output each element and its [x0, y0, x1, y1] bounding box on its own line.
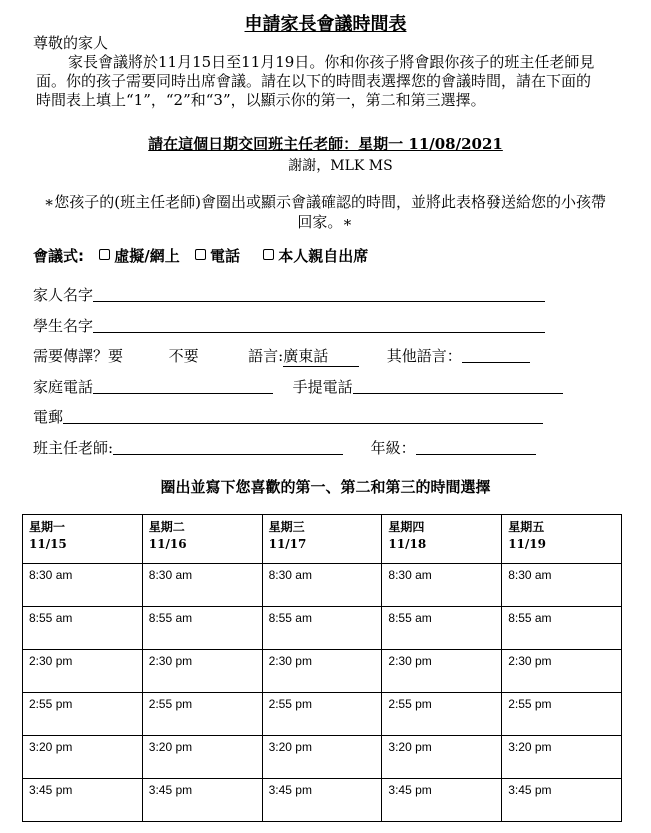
- day-date: 11/19: [508, 537, 546, 551]
- time-slot[interactable]: 3:45 pm: [142, 779, 262, 822]
- greeting: 尊敬的家人: [33, 34, 109, 52]
- table-title: 圈出並寫下您喜歡的第一、第二和第三的時間選擇: [160, 478, 491, 496]
- in-person-checkbox[interactable]: [263, 249, 274, 260]
- time-slot[interactable]: 3:45 pm: [502, 779, 622, 822]
- email-field[interactable]: [63, 409, 543, 424]
- time-slot[interactable]: 8:55 am: [382, 607, 502, 650]
- parent-name-field[interactable]: [93, 287, 545, 302]
- time-slot[interactable]: 2:55 pm: [382, 693, 502, 736]
- page-title: 申請家長會議時間表: [244, 14, 407, 35]
- time-slot[interactable]: 3:45 pm: [382, 779, 502, 822]
- phone-row: [33, 376, 563, 397]
- table-row: [23, 693, 622, 736]
- day-date: 11/18: [388, 537, 427, 551]
- day-header: [23, 515, 143, 564]
- student-name-label: 學生名字: [33, 317, 94, 335]
- teacher-row: [33, 437, 536, 458]
- meeting-format-label: 會議式:: [33, 247, 84, 265]
- day-header: [142, 515, 262, 564]
- intro-paragraph: 家長會議將於11月15日至11月19日。你和你孩子將會跟你孩子的班主任老師見面。你的孩子需要同時出席會議。請在以下的時間表選擇您的會議時間，請在下面的時間表上填上“1”，“2”和“3”，以顯示你的第一，第二和第三選擇。: [36, 53, 595, 109]
- day-name: 星期二: [148, 520, 185, 534]
- time-slot[interactable]: 8:30 am: [262, 564, 382, 607]
- parent-name-row: [33, 284, 545, 305]
- email-label: 電郵: [33, 408, 64, 426]
- table-row: [23, 607, 622, 650]
- time-slot[interactable]: 8:55 am: [262, 607, 382, 650]
- virtual-checkbox[interactable]: [99, 249, 110, 260]
- phone-option-label: 電話: [209, 247, 240, 265]
- schedule-header-row: [23, 515, 622, 564]
- time-slot[interactable]: 2:55 pm: [262, 693, 382, 736]
- other-language-field[interactable]: [462, 348, 530, 363]
- translation-no-label[interactable]: 不要: [168, 347, 199, 365]
- time-slot[interactable]: 8:55 am: [142, 607, 262, 650]
- day-date: 11/17: [268, 537, 307, 551]
- day-name: 星期一: [29, 520, 66, 534]
- day-header: [262, 515, 382, 564]
- time-slot[interactable]: 3:20 pm: [23, 736, 143, 779]
- table-row: [23, 650, 622, 693]
- meeting-format-row: [33, 245, 368, 266]
- thanks-line: 謝謝，MLK MS: [288, 158, 393, 174]
- time-slot[interactable]: 2:55 pm: [142, 693, 262, 736]
- day-header: [382, 515, 502, 564]
- day-name: 星期三: [268, 520, 305, 534]
- time-slot[interactable]: 3:20 pm: [262, 736, 382, 779]
- language-field[interactable]: [283, 345, 359, 367]
- language-value: 廣東話: [283, 347, 329, 365]
- student-name-row: [33, 315, 545, 336]
- time-slot[interactable]: 8:55 am: [23, 607, 143, 650]
- confirmation-notice: ∗您孩子的(班主任老師)會圈出或顯示會議確認的時間，並將此表格發送給您的小孩帶回家。∗: [44, 193, 606, 231]
- time-slot[interactable]: 2:30 pm: [382, 650, 502, 693]
- translation-yes-label[interactable]: 需要傳譯？要: [33, 347, 124, 365]
- time-slot[interactable]: 3:20 pm: [142, 736, 262, 779]
- parent-name-label: 家人名字: [33, 286, 94, 304]
- virtual-option-label: 虛擬/網上: [114, 247, 180, 265]
- home-phone-label: 家庭電話: [33, 378, 94, 396]
- schedule-table: [22, 514, 622, 822]
- day-date: 11/16: [148, 537, 187, 551]
- day-name: 星期四: [388, 520, 425, 534]
- translation-row: [33, 345, 530, 367]
- time-slot[interactable]: 8:30 am: [142, 564, 262, 607]
- student-name-field[interactable]: [93, 318, 545, 333]
- table-row: [23, 736, 622, 779]
- time-slot[interactable]: 2:30 pm: [502, 650, 622, 693]
- time-slot[interactable]: 2:55 pm: [23, 693, 143, 736]
- time-slot[interactable]: 8:30 am: [382, 564, 502, 607]
- time-slot[interactable]: 3:45 pm: [262, 779, 382, 822]
- day-header: [502, 515, 622, 564]
- day-date: 11/15: [29, 537, 67, 551]
- time-slot[interactable]: 8:30 am: [23, 564, 143, 607]
- language-label: 語言:: [248, 347, 284, 365]
- return-deadline: 請在這個日期交回班主任老師：星期一 11/08/2021: [148, 135, 503, 153]
- teacher-field[interactable]: [113, 440, 343, 455]
- phone-checkbox[interactable]: [195, 249, 206, 260]
- grade-field[interactable]: [416, 440, 536, 455]
- in-person-option-label: 本人親自出席: [278, 247, 369, 265]
- time-slot[interactable]: 2:30 pm: [23, 650, 143, 693]
- table-row: [23, 564, 622, 607]
- time-slot[interactable]: 3:20 pm: [502, 736, 622, 779]
- email-row: [33, 406, 543, 427]
- time-slot[interactable]: 2:30 pm: [142, 650, 262, 693]
- mobile-field[interactable]: [353, 379, 563, 394]
- mobile-label: 手提電話: [292, 378, 353, 396]
- time-slot[interactable]: 3:20 pm: [382, 736, 502, 779]
- time-slot[interactable]: 3:45 pm: [23, 779, 143, 822]
- time-slot[interactable]: 2:55 pm: [502, 693, 622, 736]
- time-slot[interactable]: 8:55 am: [502, 607, 622, 650]
- table-row: [23, 779, 622, 822]
- time-slot[interactable]: 2:30 pm: [262, 650, 382, 693]
- grade-label: 年級：: [370, 439, 416, 457]
- day-name: 星期五: [508, 520, 545, 534]
- home-phone-field[interactable]: [93, 379, 273, 394]
- teacher-label: 班主任老師:: [33, 439, 114, 457]
- time-slot[interactable]: 8:30 am: [502, 564, 622, 607]
- other-language-label: 其他語言：: [386, 347, 462, 365]
